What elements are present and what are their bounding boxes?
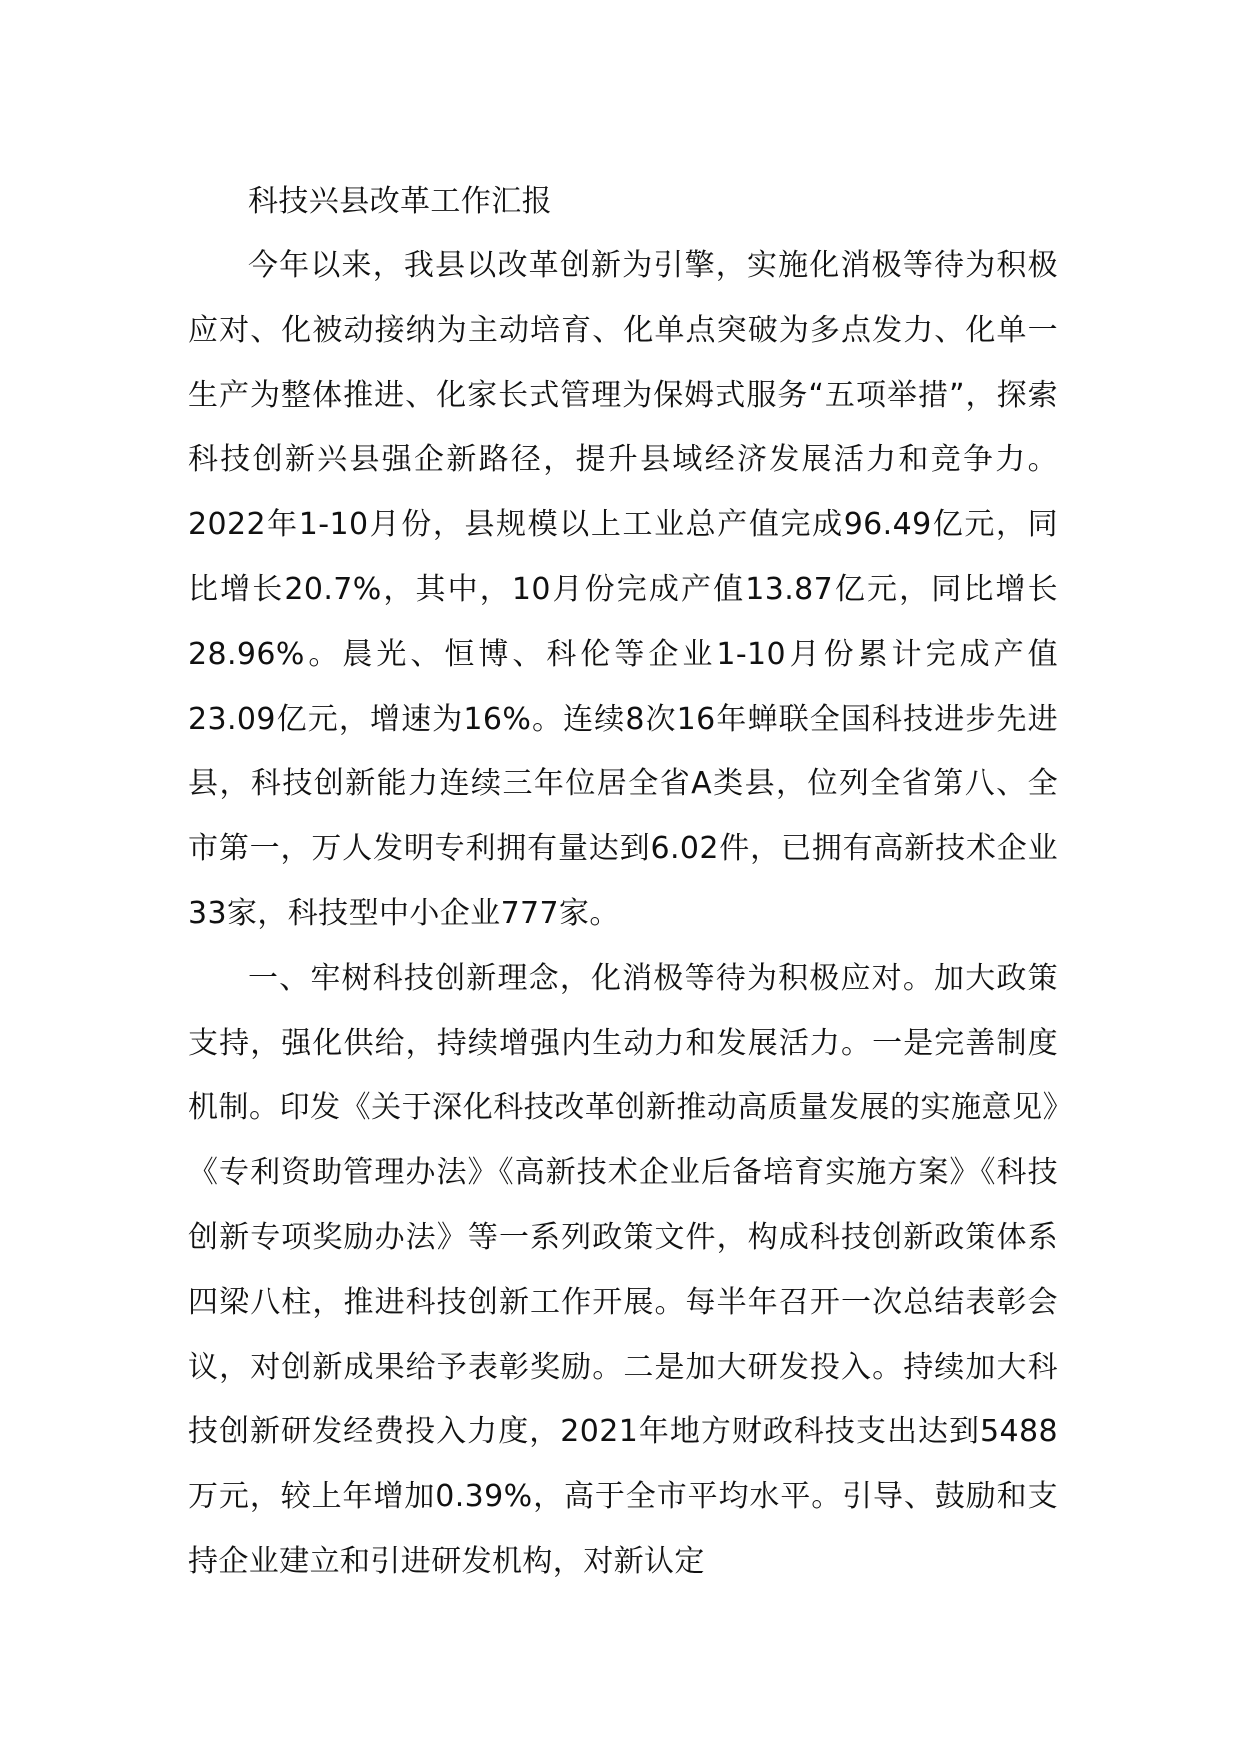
paragraph-section-one: 一、牢树科技创新理念，化消极等待为积极应对。加大政策支持，强化供给，持续增强内生动力和发展活力。一是完善制度机制。印发《关于深化科技改革创新推动高质量发展的实施意见》《专利资助管理办法》《高新技术企业后备培育实施方案》《科技创新专项奖励办法》等一系列政策文件，构成科技创新政策体系四梁八柱，推进科技创新工作开展。每半年召开一次总结表彰会议，对创新成果给予表彰奖励。二是加大研发投入。持续加大科技创新研发经费投入力度，2021年地方财政科技支出达到5488万元，较上年增加0.39%，高于全市平均水平。引导、鼓励和支持企业建立和引进研发机构，对新认定	[188, 960, 1058, 1579]
document-body	[188, 176, 1058, 1595]
document-title: 科技兴县改革工作汇报	[248, 184, 552, 219]
paragraph-intro: 今年以来，我县以改革创新为引擎，实施化消极等待为积极应对、化被动接纳为主动培育、化单点突破为多点发力、化单一生产为整体推进、化家长式管理为保姆式服务“五项举措”，探索科技创新兴县强企新路径，提升县域经济发展活力和竞争力。2022年1-10月份，县规模以上工业总产值完成96.49亿元，同比增长20.7%，其中，10月份完成产值13.87亿元，同比增长28.96%。晨光、恒博、科伦等企业1-10月份累计完成产值23.09亿元，增速为16%。连续8次16年蝉联全国科技进步先进县，科技创新能力连续三年位居全省A类县，位列全省第八、全市第一，万人发明专利拥有量达到6.02件，已拥有高新技术企业33家，科技型中小企业777家。	[188, 248, 1058, 931]
